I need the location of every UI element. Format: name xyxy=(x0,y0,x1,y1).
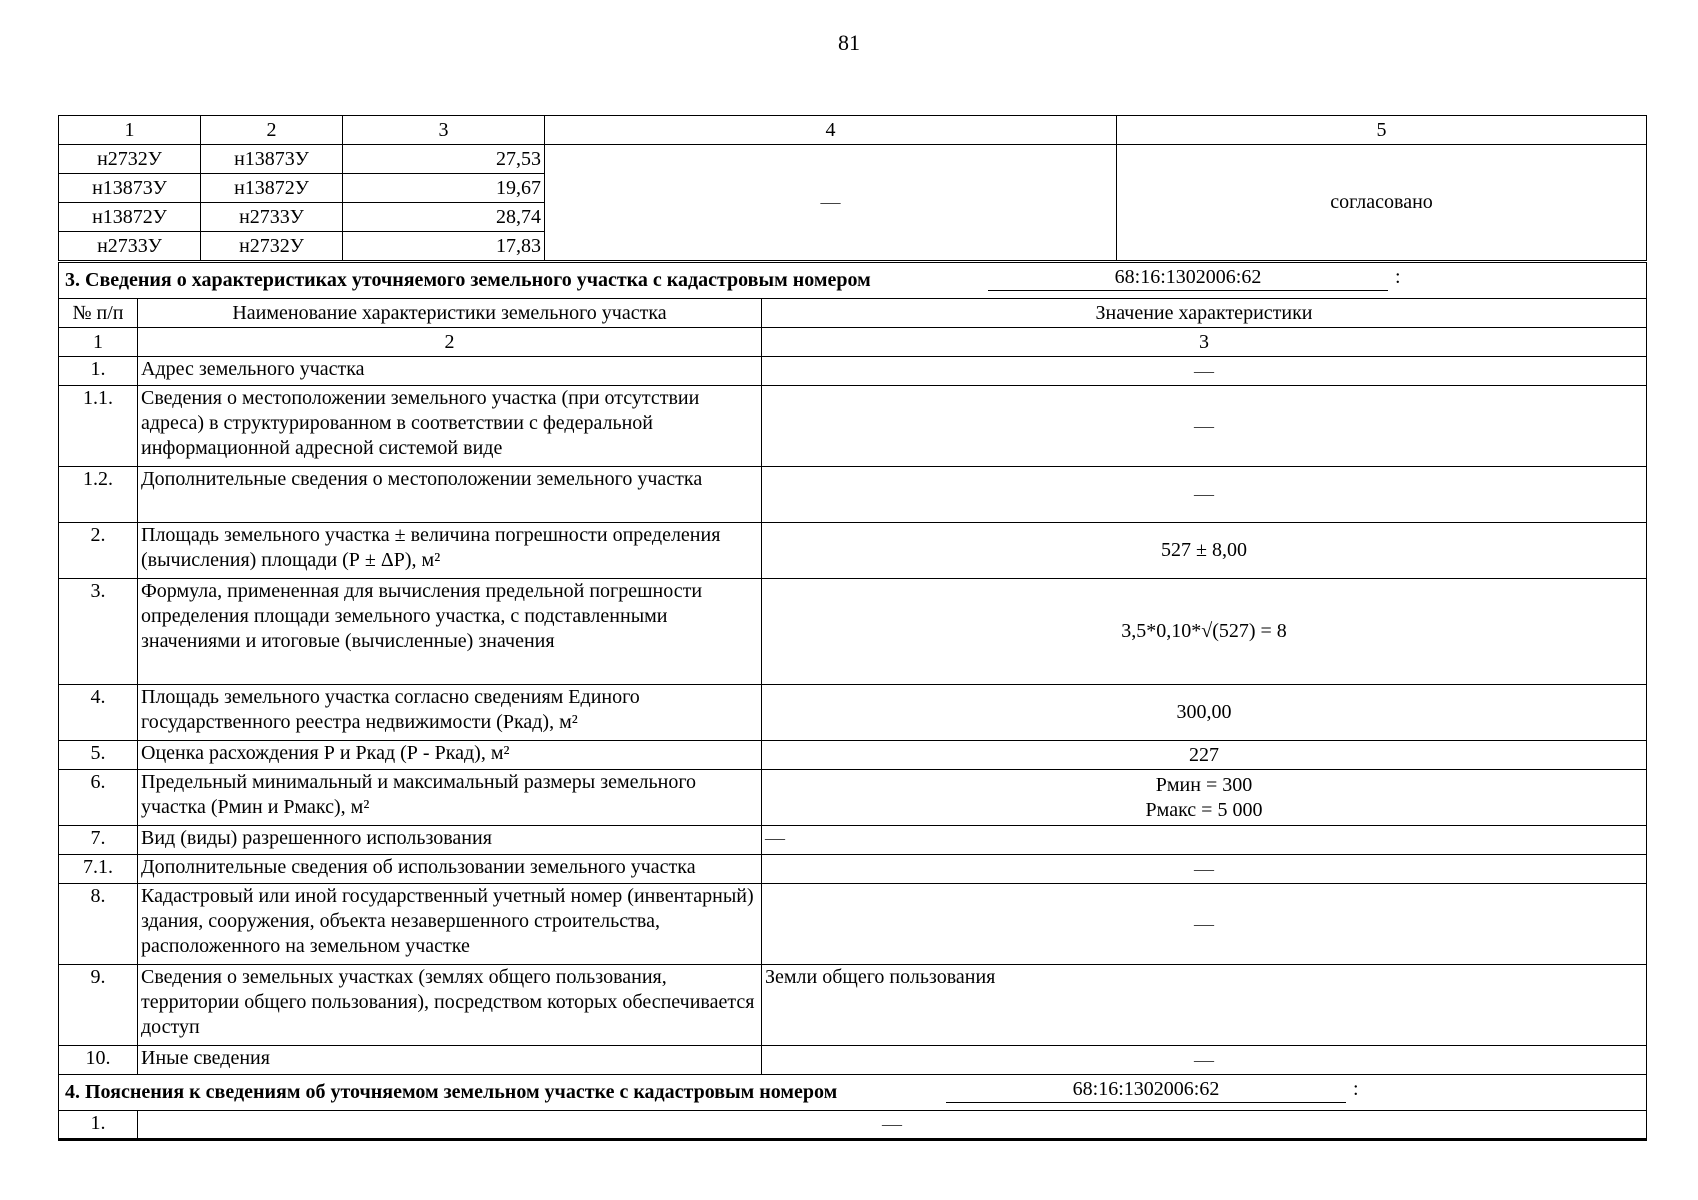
table-row xyxy=(59,145,1647,174)
row-num: 3. xyxy=(59,579,138,685)
row-num: 1.2. xyxy=(59,467,138,523)
row-value-cell xyxy=(762,770,1647,826)
table-row xyxy=(59,386,1647,467)
row-num: 1. xyxy=(59,357,138,386)
p-max-value: Рмакс = 5 000 xyxy=(1145,798,1263,821)
table-row xyxy=(59,1111,1647,1140)
characteristics-table xyxy=(58,262,1647,1141)
table-row xyxy=(59,685,1647,741)
page-number: 81 xyxy=(838,30,860,55)
table-row xyxy=(59,523,1647,579)
row-value: — xyxy=(762,826,1647,855)
row-name: Формула, примененная для вычисления предельной погрешности определения площади земельного участка, с подставленными значениями и итоговые (вычисленные) значения xyxy=(138,579,762,685)
section3-title-row xyxy=(59,263,1647,299)
row-value: — xyxy=(762,386,1647,467)
row-name: Оценка расхождения Р и Ркад (Р - Ркад), м² xyxy=(138,741,762,770)
boundary-header-2: 2 xyxy=(201,116,343,145)
point-to: н13872У xyxy=(201,174,343,203)
boundary-header-3: 3 xyxy=(343,116,545,145)
table-row xyxy=(59,467,1647,523)
header-name: Наименование характеристики земельного участка xyxy=(138,299,762,328)
row-value: — xyxy=(762,357,1647,386)
point-to: н2733У xyxy=(201,203,343,232)
row-name: Вид (виды) разрешенного использования xyxy=(138,826,762,855)
row-num: 2. xyxy=(59,523,138,579)
index-3: 3 xyxy=(762,328,1647,357)
segment-length: 19,67 xyxy=(343,174,545,203)
row-num: 7. xyxy=(59,826,138,855)
row-value: 300,00 xyxy=(762,685,1647,741)
row-value: — xyxy=(762,467,1647,523)
section3-cadastral-number: 68:16:1302006:62 xyxy=(988,265,1388,291)
row-value: 3,5*0,10*√(527) = 8 xyxy=(762,579,1647,685)
table-row xyxy=(59,579,1647,685)
point-from: н13873У xyxy=(59,174,201,203)
row-name: Сведения о земельных участках (землях общего пользования, территории общего пользования), посредством которых обеспечивается доступ xyxy=(138,965,762,1046)
table-row xyxy=(59,1046,1647,1075)
boundary-col5-value: согласовано xyxy=(1117,145,1647,261)
header-value: Значение характеристики xyxy=(762,299,1647,328)
row-name: Адрес земельного участка xyxy=(138,357,762,386)
point-from: н2733У xyxy=(59,232,201,261)
section4-title-cell xyxy=(59,1075,1647,1111)
row-name: Иные сведения xyxy=(138,1046,762,1075)
table-row xyxy=(59,770,1647,826)
row-num: 9. xyxy=(59,965,138,1046)
row-num: 8. xyxy=(59,884,138,965)
segment-length: 17,83 xyxy=(343,232,545,261)
boundary-header-1: 1 xyxy=(59,116,201,145)
point-to: н2732У xyxy=(201,232,343,261)
row-num: 1. xyxy=(59,1111,138,1140)
point-from: н2732У xyxy=(59,145,201,174)
point-to: н13873У xyxy=(201,145,343,174)
boundary-header-5: 5 xyxy=(1117,116,1647,145)
table-row xyxy=(59,965,1647,1046)
row-name: Дополнительные сведения о местоположении земельного участка xyxy=(138,467,762,523)
table-row xyxy=(59,855,1647,884)
row-name: Предельный минимальный и максимальный размеры земельного участка (Рмин и Рмакс), м² xyxy=(138,770,762,826)
section3-title-cell xyxy=(59,263,1647,299)
row-value: 227 xyxy=(762,741,1647,770)
section4-cadastral-number: 68:16:1302006:62 xyxy=(946,1077,1346,1103)
boundary-header-row xyxy=(59,116,1647,145)
section3-colon: : xyxy=(1395,266,1401,288)
section3-header-row xyxy=(59,299,1647,328)
section4-title-row xyxy=(59,1075,1647,1111)
index-2: 2 xyxy=(138,328,762,357)
section4-colon: : xyxy=(1353,1078,1359,1100)
section3-index-row xyxy=(59,328,1647,357)
section4-title: 4. Пояснения к сведениям об уточняемом земельном участке с кадастровым номером xyxy=(65,1081,838,1103)
row-name: Дополнительные сведения об использовании земельного участка xyxy=(138,855,762,884)
header-num: № п/п xyxy=(59,299,138,328)
boundary-table xyxy=(58,115,1647,261)
row-value: — xyxy=(762,884,1647,965)
row-num: 7.1. xyxy=(59,855,138,884)
row-value: — xyxy=(762,1046,1647,1075)
row-num: 10. xyxy=(59,1046,138,1075)
table-row xyxy=(59,826,1647,855)
boundary-col4-value: — xyxy=(545,145,1117,261)
row-num: 1.1. xyxy=(59,386,138,467)
row-num: 5. xyxy=(59,741,138,770)
row-name: Площадь земельного участка ± величина погрешности определения (вычисления) площади (Р ± ΔР), м² xyxy=(138,523,762,579)
table-row xyxy=(59,357,1647,386)
row-name: Сведения о местоположении земельного участка (при отсутствии адреса) в структурированном в соответствии с федеральной информационной адресной системой виде xyxy=(138,386,762,467)
segment-length: 28,74 xyxy=(343,203,545,232)
row-num: 4. xyxy=(59,685,138,741)
section3-title: 3. Сведения о характеристиках уточняемого земельного участка с кадастровым номером xyxy=(65,269,871,291)
boundary-header-4: 4 xyxy=(545,116,1117,145)
row-value: — xyxy=(138,1111,1647,1140)
table-row xyxy=(59,741,1647,770)
p-min-value: Рмин = 300 xyxy=(1155,773,1253,796)
segment-length: 27,53 xyxy=(343,145,545,174)
row-value: 527 ± 8,00 xyxy=(762,523,1647,579)
row-value: — xyxy=(762,855,1647,884)
row-num: 6. xyxy=(59,770,138,826)
row-name: Кадастровый или иной государственный учетный номер (инвентарный) здания, сооружения, объекта незавершенного строительства, расположенного на земельном участке xyxy=(138,884,762,965)
table-row xyxy=(59,884,1647,965)
point-from: н13872У xyxy=(59,203,201,232)
row-value: Земли общего пользования xyxy=(762,965,1647,1046)
row-name: Площадь земельного участка согласно сведениям Единого государственного реестра недвижимости (Ркад), м² xyxy=(138,685,762,741)
index-1: 1 xyxy=(59,328,138,357)
